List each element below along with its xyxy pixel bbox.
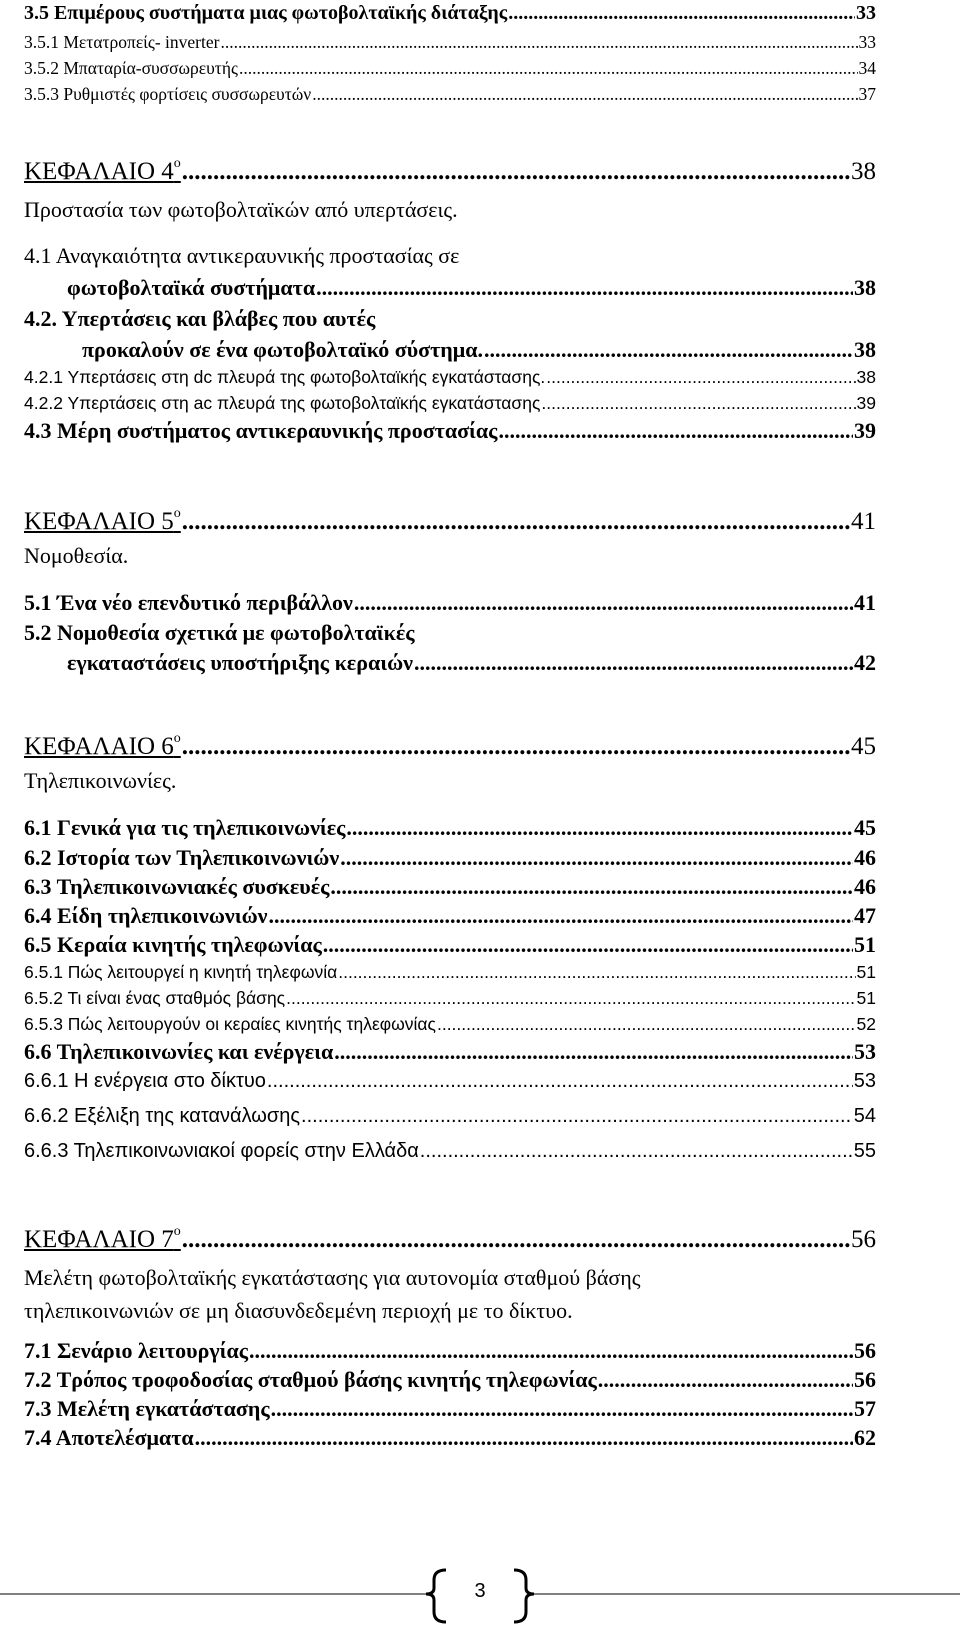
dot-leader [195, 1425, 853, 1451]
dot-leader [316, 275, 853, 301]
dot-leader [182, 508, 850, 536]
toc-page: 33 [856, 2, 876, 24]
toc-entry-3-5[interactable] [24, 2, 876, 25]
toc-title: 4.3 Μέρη συστήματος αντικεραυνικής προστασίας [24, 418, 498, 443]
toc-page: 38 [856, 367, 876, 387]
toc-page: 46 [854, 845, 876, 870]
toc-title: 7.2 Τρόπος τροφοδοσίας σταθμού βάσης κινητής τηλεφωνίας [24, 1367, 597, 1392]
toc-entry-6-3[interactable] [24, 874, 876, 900]
chapter-subtitle: Τηλεπικοινωνίες. [24, 768, 177, 793]
toc-page: 54 [853, 1105, 876, 1127]
toc-title: προκαλούν σε ένα φωτοβολταϊκό σύστημα. [82, 337, 484, 362]
dot-leader [301, 1105, 853, 1128]
chapter-6-subtitle [24, 768, 876, 794]
toc-title: 4.2.2 Υπερτάσεις στη ac πλευρά της φωτοβολταϊκής εγκατάστασης [24, 393, 541, 413]
toc-entry-6-1[interactable] [24, 815, 876, 841]
toc-chapter-4[interactable] [24, 158, 876, 186]
toc-title: 6.5.2 Τι είναι ένας σταθμός βάσης [24, 988, 286, 1008]
dot-leader [420, 1140, 853, 1163]
toc-page: 42 [854, 650, 876, 675]
dot-leader [484, 337, 853, 363]
toc-entry-3-5-1[interactable] [24, 32, 876, 53]
dot-leader [546, 367, 855, 388]
toc-title: 3.5.2 Μπαταρία-συσσωρευτής [24, 58, 238, 78]
toc-page: 53 [854, 1039, 876, 1064]
dot-leader [286, 988, 855, 1009]
toc-title: 6.6.2 Εξέλιξη της κατανάλωσης [24, 1105, 301, 1127]
dot-leader [437, 1014, 856, 1035]
chapter-subtitle: Προστασία των φωτοβολταϊκών από υπερτάσεις. [24, 197, 458, 222]
toc-title: 3.5.3 Ρυθμιστές φορτίσεις συσσωρευτών [24, 84, 312, 104]
chapter-label: ΚΕΦΑΛΑΙΟ $7^o$ [24, 1224, 181, 1253]
dot-leader [346, 815, 853, 841]
dot-leader [330, 874, 853, 900]
toc-page: 56 [854, 1367, 876, 1392]
toc-title: 4.2. Υπερτάσεις και βλάβες που αυτές [24, 306, 376, 331]
dot-leader [338, 962, 855, 983]
toc-entry-7-2[interactable] [24, 1367, 876, 1393]
toc-title: 6.4 Είδη τηλεπικοινωνιών [24, 903, 268, 928]
toc-page: 37 [858, 84, 876, 104]
toc-page: 51 [854, 932, 876, 957]
toc-page: 34 [858, 58, 876, 78]
toc-title: 6.5.1 Πώς λειτουργεί η κινητή τηλεφωνία [24, 962, 338, 982]
toc-entry-7-1[interactable] [24, 1338, 876, 1364]
toc-page: 62 [854, 1425, 876, 1450]
toc-page: 41 [854, 590, 876, 615]
dot-leader [354, 590, 853, 616]
toc-entry-5-1[interactable] [24, 590, 876, 616]
toc-entry-4-2-line1[interactable] [24, 306, 876, 332]
toc-entry-4-1-line1[interactable] [24, 243, 876, 269]
toc-title: 4.1 Αναγκαιότητα αντικεραυνικής προστασίας σε [24, 243, 460, 268]
dot-leader [249, 1338, 853, 1364]
toc-entry-5-2[interactable] [67, 650, 876, 676]
dot-leader [220, 32, 857, 53]
toc-entry-7-4[interactable] [24, 1425, 876, 1451]
toc-chapter-5[interactable] [24, 508, 876, 536]
toc-chapter-6[interactable] [24, 733, 876, 761]
dot-leader [269, 903, 854, 929]
toc-entry-6-4[interactable] [24, 903, 876, 929]
dot-leader [598, 1367, 853, 1393]
chapter-label: ΚΕΦΑΛΑΙΟ $4^o$ [24, 156, 181, 185]
toc-page: 51 [856, 988, 876, 1008]
toc-entry-4-1[interactable] [67, 275, 876, 301]
dot-leader [182, 1226, 850, 1254]
page-number: 3 [474, 1580, 486, 1602]
chapter-4-subtitle [24, 197, 876, 223]
toc-page: 45 [851, 733, 876, 760]
toc-page: 47 [854, 903, 876, 928]
toc-entry-6-5[interactable] [24, 932, 876, 958]
dot-leader [267, 1070, 853, 1093]
toc-entry-6-6-2[interactable] [24, 1105, 876, 1128]
dot-leader [323, 932, 853, 958]
toc-page: 56 [851, 1226, 876, 1253]
toc-page: 57 [854, 1396, 876, 1421]
toc-page: 51 [856, 962, 876, 982]
chapter-label: ΚΕΦΑΛΑΙΟ $6^o$ [24, 731, 181, 760]
dot-leader [239, 58, 858, 79]
toc-entry-6-6-1[interactable] [24, 1070, 876, 1093]
dot-leader [541, 393, 855, 414]
toc-page: 38 [851, 158, 876, 185]
toc-page: 55 [853, 1140, 876, 1162]
toc-title: 7.1 Σενάριο λειτουργίας [24, 1338, 249, 1363]
toc-title: 6.3 Τηλεπικοινωνιακές συσκευές [24, 874, 330, 899]
toc-page: 38 [854, 275, 876, 300]
toc-title: 6.6 Τηλεπικοινωνίες και ενέργεια [24, 1039, 334, 1064]
chapter-label: ΚΕΦΑΛΑΙΟ $5^o$ [24, 506, 181, 535]
toc-entry-4-2-1[interactable] [24, 367, 876, 388]
toc-entry-6-2[interactable] [24, 845, 876, 871]
toc-title: εγκαταστάσεις υποστήριξης κεραιών [67, 650, 413, 675]
toc-title: 5.1 Ένα νέο επενδυτικό περιβάλλον [24, 590, 353, 615]
toc-chapter-7[interactable] [24, 1226, 876, 1254]
toc-entry-3-5-2[interactable] [24, 58, 876, 79]
toc-page: 46 [854, 874, 876, 899]
toc-entry-6-6-3[interactable] [24, 1140, 876, 1163]
dot-leader [414, 650, 853, 676]
toc-title: 6.5 Κεραία κινητής τηλεφωνίας [24, 932, 322, 957]
toc-title: 5.2 Νομοθεσία σχετικά με φωτοβολταϊκές [24, 620, 415, 645]
toc-entry-6-5-1[interactable] [24, 962, 876, 983]
dot-leader [182, 733, 850, 761]
toc-entry-4-3[interactable] [24, 418, 876, 444]
dot-leader [312, 84, 857, 105]
toc-title: 3.5 Επιμέρους συστήματα μιας φωτοβολταϊκής διάταξης [24, 2, 508, 24]
toc-title: φωτοβολταϊκά συστήματα [67, 275, 316, 300]
toc-title: 4.2.1 Υπερτάσεις στη dc πλευρά της φωτοβολταϊκής εγκατάστασης. [24, 367, 546, 387]
dot-leader [334, 1039, 853, 1065]
toc-title: 7.4 Αποτελέσματα [24, 1425, 194, 1450]
dot-leader [182, 158, 850, 186]
dot-leader [271, 1396, 853, 1422]
toc-title: 6.1 Γενικά για τις τηλεπικοινωνίες [24, 815, 346, 840]
toc-title: 6.5.3 Πώς λειτουργούν οι κεραίες κινητής τηλεφωνίας [24, 1014, 436, 1034]
toc-entry-7-3[interactable] [24, 1396, 876, 1422]
toc-entry-6-5-2[interactable] [24, 988, 876, 1009]
toc-title: 7.3 Μελέτη εγκατάστασης [24, 1396, 270, 1421]
toc-entry-3-5-3[interactable] [24, 84, 876, 105]
toc-entry-4-2[interactable] [82, 337, 876, 363]
toc-page: 39 [856, 393, 876, 413]
chapter-subtitle: Νομοθεσία. [24, 543, 129, 568]
toc-title: 6.6.3 Τηλεπικοινωνιακοί φορείς στην Ελλάδα [24, 1140, 419, 1162]
toc-page: 41 [851, 508, 876, 535]
chapter-7-subtitle [24, 1261, 784, 1327]
toc-entry-5-2-line1[interactable] [24, 620, 876, 646]
dot-leader [508, 2, 855, 25]
chapter-5-subtitle [24, 543, 876, 569]
dot-leader [498, 418, 853, 444]
dot-leader [340, 845, 853, 871]
toc-title: 3.5.1 Μετατροπείς- inverter [24, 32, 220, 52]
toc-page: 38 [854, 337, 876, 362]
toc-page: 52 [856, 1014, 876, 1034]
toc-entry-4-2-2[interactable] [24, 393, 876, 414]
toc-title: 6.6.1 Η ενέργεια στο δίκτυο [24, 1070, 266, 1092]
toc-title: 6.2 Ιστορία των Τηλεπικοινωνιών [24, 845, 340, 870]
toc-page: 53 [853, 1070, 876, 1092]
toc-page: 39 [854, 418, 876, 443]
toc-page: 45 [854, 815, 876, 840]
toc-entry-6-6[interactable] [24, 1039, 876, 1065]
chapter-subtitle: Μελέτη φωτοβολταϊκής εγκατάστασης για αυτονομία σταθμού βάσης τηλεπικοινωνιών σε μη διασυνδεδεμένη περιοχή με το δίκτυο. [24, 1265, 641, 1323]
toc-page: 56 [854, 1338, 876, 1363]
toc-entry-6-5-3[interactable] [24, 1014, 876, 1035]
toc-page: 33 [858, 32, 876, 52]
